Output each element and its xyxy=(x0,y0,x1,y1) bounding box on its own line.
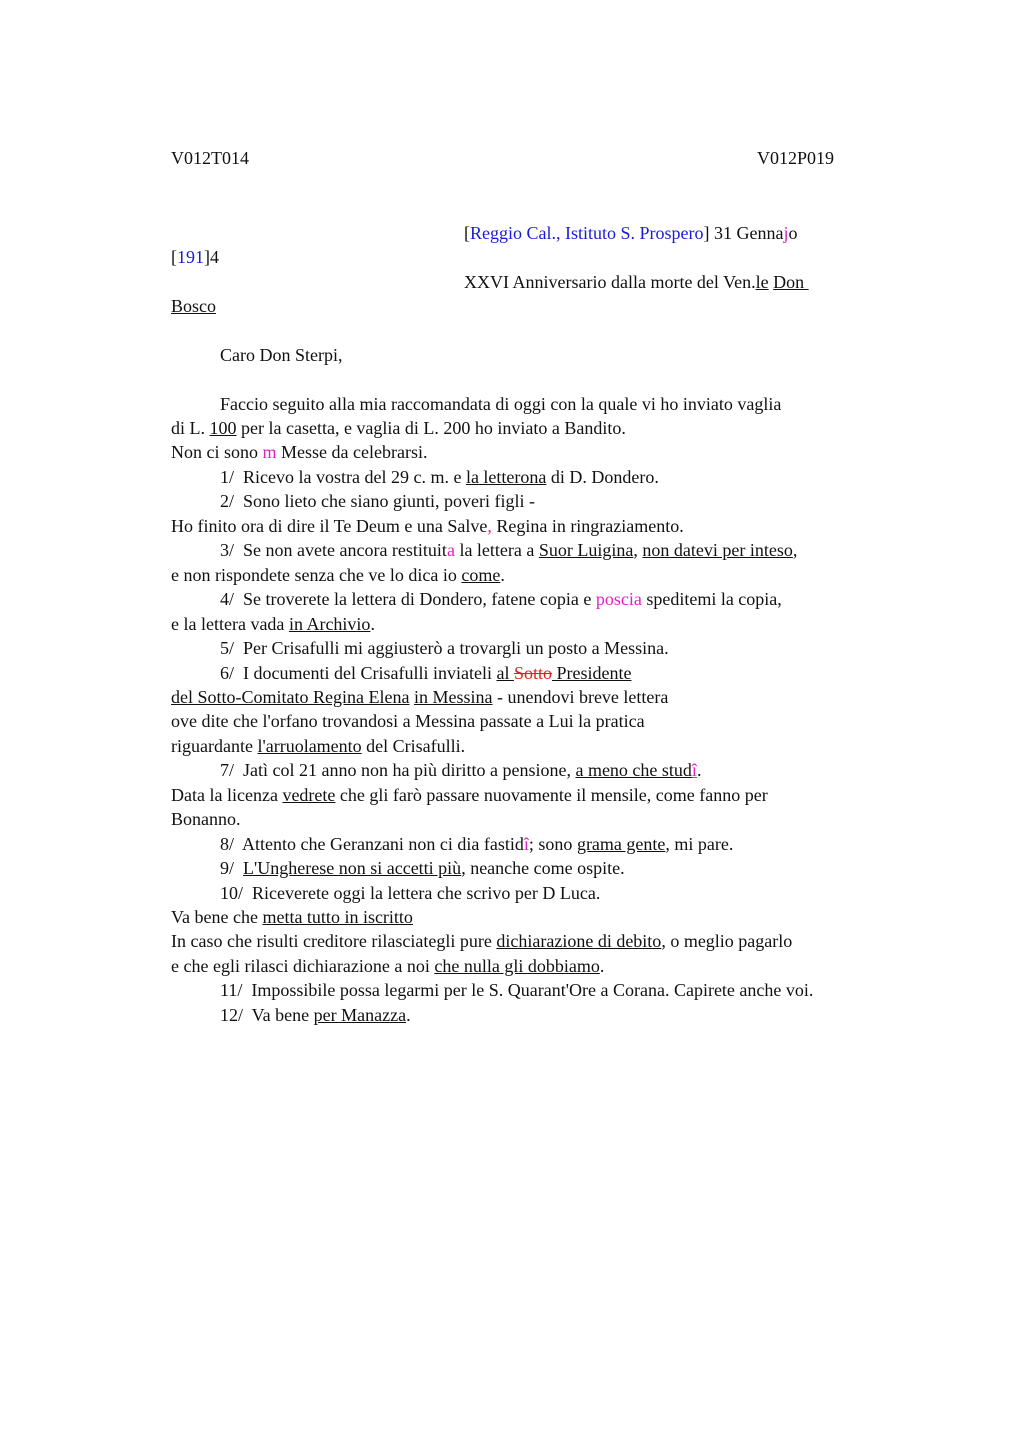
body-text: 3/ Se non avete ancora restituit xyxy=(220,540,447,560)
body-text: . xyxy=(696,760,702,780)
body-text: riguardante xyxy=(171,736,258,756)
body-text: ove dite che l'orfano trovandosi a Messina passate a Lui la pratica xyxy=(171,711,645,731)
body-line xyxy=(171,417,626,439)
body-text: , mi pare. xyxy=(665,834,734,854)
body-text: Va bene che xyxy=(171,907,263,927)
underlined-text: Bosco xyxy=(171,296,216,316)
body-text: di D. Dondero. xyxy=(546,467,659,487)
body-text: e la lettera vada xyxy=(171,614,289,634)
underlined-text: l'arruolamento xyxy=(257,736,362,756)
insert-text: î xyxy=(691,760,697,780)
item-4 xyxy=(220,588,782,610)
underlined-text: che nulla gli dobbiamo xyxy=(434,956,600,976)
body-line xyxy=(171,735,465,757)
body-text: 12/ Va bene xyxy=(220,1005,314,1025)
place-editorial: Reggio Cal., Istituto S. Prospero xyxy=(470,223,704,243)
body-text: 11/ Impossibile possa legarmi per le S. Quarant'Ore a Corana. Capirete anche voi. xyxy=(220,980,814,1000)
underlined-text: vedrete xyxy=(282,785,336,805)
anniversary-line-2 xyxy=(171,295,216,317)
body-text: 7/ Jatì col 21 anno non ha più diritto a pensione, xyxy=(220,760,576,780)
body-line xyxy=(171,930,792,952)
underlined-text: Don xyxy=(773,272,809,292)
body-line xyxy=(171,906,413,928)
body-line xyxy=(171,515,684,537)
item-8 xyxy=(220,833,733,855)
date-text: o xyxy=(788,223,798,243)
body-text: 4/ Se troverete la lettera di Dondero, fatene copia e xyxy=(220,589,596,609)
year-line xyxy=(171,246,219,268)
item-10 xyxy=(220,882,600,904)
body-text: del Crisafulli. xyxy=(361,736,466,756)
body-text: 2/ Sono lieto che siano giunti, poveri figli - xyxy=(220,491,535,511)
underlined-text: Suor Luigina xyxy=(538,540,634,560)
body-line xyxy=(171,686,668,708)
body-text: Regina in ringraziamento. xyxy=(491,516,684,536)
bracket: ] xyxy=(703,223,710,243)
body-line xyxy=(171,441,427,463)
body-text: Messe da celebrarsi. xyxy=(276,442,428,462)
item-5 xyxy=(220,637,669,659)
body-text: , o meglio pagarlo xyxy=(661,931,793,951)
left-code: V012T014 xyxy=(171,148,249,168)
body-line xyxy=(171,955,604,977)
body-text: Bonanno. xyxy=(171,809,241,829)
anniversary-line xyxy=(464,271,809,293)
underlined-text: per Manazza xyxy=(313,1005,407,1025)
item-2 xyxy=(220,490,535,512)
anniversary-text: XXVI Anniversario dalla morte del Ven. xyxy=(464,272,756,292)
body-line xyxy=(220,393,781,415)
body-text: 6/ I documenti del Crisafulli inviateli xyxy=(220,663,497,683)
item-3 xyxy=(220,539,797,561)
item-7 xyxy=(220,759,701,781)
body-text: e non rispondete senza che ve lo dica io xyxy=(171,565,462,585)
date-insert: j xyxy=(783,223,789,243)
underlined-text: grama gente xyxy=(576,834,666,854)
body-line xyxy=(171,613,375,635)
underlined-text: L'Ungherese non si accetti più xyxy=(243,858,462,878)
underlined-text: 100 xyxy=(209,418,237,438)
body-line xyxy=(171,564,505,586)
item-6 xyxy=(220,662,631,684)
insert-text: , xyxy=(487,516,492,536)
year-text: ]4 xyxy=(204,247,219,267)
body-text: la lettera a xyxy=(454,540,539,560)
body-text: , xyxy=(792,540,798,560)
body-text: . xyxy=(406,1005,411,1025)
body-text: che gli farò passare nuovamente il mensile, come fanno per xyxy=(335,785,768,805)
bracket: [ xyxy=(464,223,470,243)
body-text: Faccio seguito alla mia raccomandata di oggi con la quale vi ho inviato vaglia xyxy=(220,394,782,414)
underlined-text: non datevi per inteso xyxy=(642,540,793,560)
body-text: , neanche come ospite. xyxy=(461,858,625,878)
body-text: di L. xyxy=(171,418,210,438)
deleted-text: Sotto xyxy=(513,663,552,683)
body-text: - unendovi breve lettera xyxy=(492,687,669,707)
salutation-text: Caro Don Sterpi, xyxy=(220,345,343,365)
right-code: V012P019 xyxy=(757,148,835,168)
body-text: Data la licenza xyxy=(171,785,283,805)
underlined-text: del Sotto-Comitato Regina Elena xyxy=(171,687,410,707)
item-1 xyxy=(220,466,659,488)
body-line xyxy=(171,784,768,806)
body-text: . xyxy=(599,956,605,976)
body-text: e che egli rilasci dichiarazione a noi xyxy=(171,956,435,976)
year-editorial: 191 xyxy=(177,247,204,267)
body-text: Non ci sono xyxy=(171,442,263,462)
item-12 xyxy=(220,1004,411,1026)
salutation xyxy=(220,344,342,366)
body-text: . xyxy=(370,614,375,634)
header-right-code xyxy=(757,147,834,169)
underlined-text: a meno che stud xyxy=(575,760,692,780)
date-text: 31 Genna xyxy=(709,223,784,243)
underlined-text: le xyxy=(755,272,769,292)
header-left-code xyxy=(171,147,249,169)
item-9 xyxy=(220,857,625,879)
underlined-text: la letterona xyxy=(465,467,547,487)
underlined-text: come xyxy=(461,565,501,585)
underlined-text: al xyxy=(496,663,514,683)
bracket: [ xyxy=(171,247,177,267)
dateline xyxy=(464,222,798,244)
body-line xyxy=(171,808,241,830)
underlined-text: dichiarazione di debito xyxy=(496,931,662,951)
body-text: 5/ Per Crisafulli mi aggiusterò a trovargli un posto a Messina. xyxy=(220,638,669,658)
insert-text: m xyxy=(262,442,277,462)
underlined-text: Presidente xyxy=(551,663,632,683)
body-text: per la casetta, e vaglia di L. 200 ho inviato a Bandito. xyxy=(236,418,626,438)
body-text: . xyxy=(500,565,505,585)
underlined-text: metta tutto in iscritto xyxy=(262,907,413,927)
underlined-text: in Messina xyxy=(413,687,493,707)
body-text: ; sono xyxy=(528,834,577,854)
body-text: In caso che risulti creditore rilasciategli pure xyxy=(171,931,497,951)
body-text: 9/ xyxy=(220,858,244,878)
insert-text: î xyxy=(523,834,529,854)
insert-text: a xyxy=(446,540,455,560)
underlined-text: in Archivio xyxy=(288,614,371,634)
body-text: speditemi la copia, xyxy=(641,589,782,609)
body-text: , xyxy=(633,540,643,560)
insert-text: poscia xyxy=(595,589,642,609)
body-text: 1/ Ricevo la vostra del 29 c. m. e xyxy=(220,467,466,487)
body-text: 8/ Attento che Geranzani non ci dia fastid xyxy=(220,834,524,854)
body-line xyxy=(171,710,645,732)
body-text: 10/ Riceverete oggi la lettera che scrivo per D Luca. xyxy=(220,883,601,903)
body-text: Ho finito ora di dire il Te Deum e una Salve xyxy=(171,516,488,536)
item-11 xyxy=(220,979,813,1001)
